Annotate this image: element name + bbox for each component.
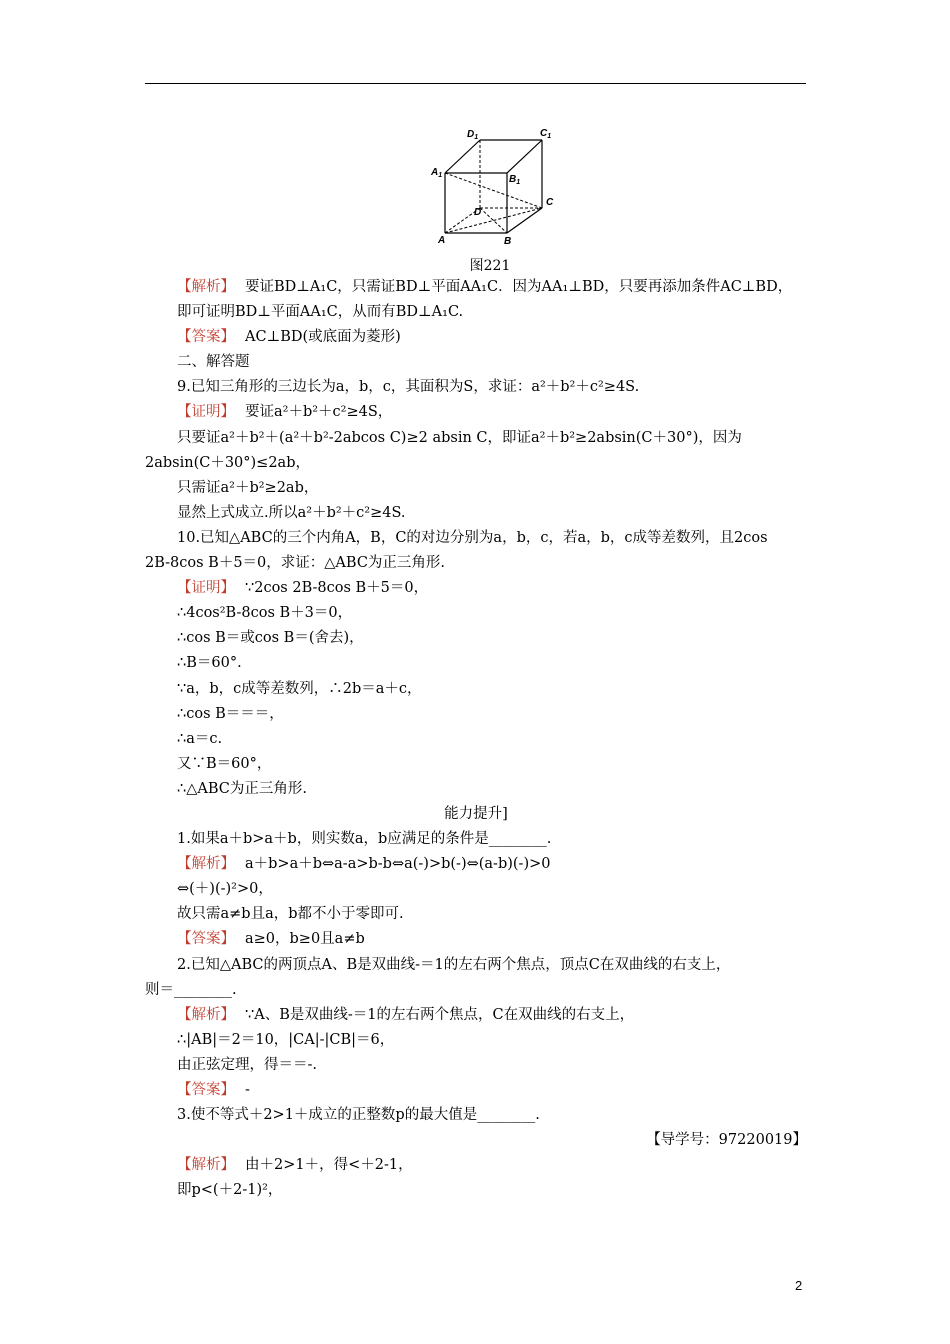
line-text: 能力提升] <box>444 805 508 822</box>
text-line <box>145 802 807 827</box>
line-text: 2.已知△ABC的两顶点A、B是双曲线-＝1的左右两个焦点，顶点C在双曲线的右支上， <box>177 956 731 973</box>
text-line <box>145 350 807 375</box>
line-text: 只要证a²＋b²＋(a²＋b²-2abcos C)≥2 absin C，即证a²＋b²≥2absin(C＋30°)，因为 <box>177 429 742 446</box>
label-a: A <box>438 235 446 246</box>
text-line <box>145 451 807 476</box>
text-line <box>145 702 807 727</box>
text-line <box>145 752 807 777</box>
label-c: C <box>546 197 554 208</box>
text-line <box>145 476 807 501</box>
section-tag: 【答案】 <box>177 329 235 346</box>
text-line <box>145 827 807 852</box>
text-line <box>145 727 807 752</box>
line-text: 又∵B＝60°， <box>177 755 272 772</box>
line-text: 显然上式成立.所以a²＋b²＋c²≥4S. <box>177 504 406 521</box>
label-c1: $C_1$ <box>540 128 552 140</box>
text-line <box>145 777 807 802</box>
line-text: 2B-8cos B＋5＝0，求证：△ABC为正三角形. <box>145 555 446 572</box>
label-a1: $A_1$ <box>431 167 443 179</box>
text-line <box>145 953 807 978</box>
section-tag: 【证明】 <box>177 580 235 597</box>
section-tag: 【答案】 <box>177 1082 235 1098</box>
line-text: 要证a²＋b²＋c²≥4S， <box>245 404 393 421</box>
line-text: ∴a＝c. <box>177 730 223 747</box>
line-text: 9.已知三角形的三边长为a，b，c，其面积为S，求证：a²＋b²＋c²≥4S. <box>177 379 640 396</box>
text-line <box>145 325 807 350</box>
figure-caption: 图221 <box>469 258 511 274</box>
section-tag: 【解析】 <box>177 1006 235 1023</box>
text-line <box>145 1103 807 1128</box>
line-text: ∵A、B是双曲线-＝1的左右两个焦点，C在双曲线的右支上， <box>245 1006 635 1023</box>
line-text: 故只需a≠b且a，b都不小于零即可. <box>177 906 404 923</box>
line-text: 【导学号：97220019】 <box>646 1132 807 1149</box>
document-body <box>145 275 807 1203</box>
line-text: 只需证a²＋b²≥2ab， <box>177 479 319 496</box>
text-line <box>145 677 807 702</box>
text-line <box>145 927 807 952</box>
line-text: a＋b>a＋b⇔a-a>b-b⇔a(-)>b(-)⇔(a-b)(-)>0 <box>245 856 551 873</box>
label-b: B <box>504 236 512 247</box>
line-text: ⇔(＋)(-)²>0， <box>177 881 273 898</box>
text-line <box>145 1128 807 1153</box>
text-line <box>145 1003 807 1028</box>
line-text: 由＋2>1＋，得<＋2-1， <box>245 1157 413 1174</box>
text-line <box>145 626 807 651</box>
section-tag: 【解析】 <box>177 279 235 295</box>
line-text: 3.使不等式＋2>1＋成立的正整数p的最大值是________. <box>177 1107 540 1124</box>
line-text: ∴△ABC为正三角形. <box>177 780 307 797</box>
page-number: 2 <box>795 1278 803 1293</box>
line-text: 即可证明BD⊥平面AA₁C，从而有BD⊥A₁C. <box>177 304 464 321</box>
cube-figure <box>420 120 570 250</box>
label-d1: $D_1$ <box>467 129 479 141</box>
line-text: 要证BD⊥A₁C，只需证BD⊥平面AA₁C．因为AA₁⊥BD，只要再添加条件AC⊥BD， <box>245 279 793 295</box>
text-line <box>145 877 807 902</box>
line-text: ∴cos B＝或cos B＝(舍去)， <box>177 630 364 647</box>
line-text: ∴|AB|＝2＝10，|CA|-|CB|＝6， <box>177 1031 395 1048</box>
text-line <box>145 902 807 927</box>
text-line <box>145 1078 807 1103</box>
line-text: 即p<(＋2-1)²， <box>177 1182 283 1199</box>
line-text: 10.已知△ABC的三个内角A，B，C的对边分别为a，b，c，若a，b，c成等差数列，且2cos <box>177 529 768 546</box>
text-line <box>145 426 807 451</box>
header-rule <box>145 83 806 84</box>
text-line <box>145 1028 807 1053</box>
text-line <box>145 551 807 576</box>
line-text: a≥0，b≥0且a≠b <box>245 931 365 948</box>
line-text: ∴B＝60°. <box>177 655 242 672</box>
text-line <box>145 601 807 626</box>
line-text: AC⊥BD(或底面为菱形) <box>245 329 401 346</box>
section-tag: 【解析】 <box>177 1157 235 1174</box>
text-line <box>145 300 807 325</box>
text-line <box>145 852 807 877</box>
line-text: ∴4cos²B-8cos B＋3＝0， <box>177 605 353 622</box>
text-line <box>145 1153 807 1178</box>
label-b1: $B_1$ <box>509 174 521 186</box>
label-d: D <box>474 207 482 218</box>
line-text: ∴cos B＝＝＝， <box>177 705 284 722</box>
line-text: 二、解答题 <box>177 354 250 371</box>
section-tag: 【证明】 <box>177 404 235 421</box>
line-text: ∵2cos 2B-8cos B＋5＝0， <box>245 580 429 597</box>
line-text: 2absin(C＋30°)≤2ab， <box>145 454 310 471</box>
text-line <box>145 978 807 1003</box>
text-line <box>145 1053 807 1078</box>
line-text: ∵a，b，c成等差数列，∴2b＝a＋c， <box>177 680 422 697</box>
line-text: 1.如果a＋b>a＋b，则实数a，b应满足的条件是________. <box>177 831 552 848</box>
text-line <box>145 526 807 551</box>
line-text: 则＝________. <box>145 981 237 998</box>
text-line <box>145 1178 807 1203</box>
text-line <box>145 375 807 400</box>
section-tag: 【解析】 <box>177 856 235 873</box>
text-line <box>145 501 807 526</box>
section-tag: 【答案】 <box>177 931 235 948</box>
line-text: - <box>245 1082 250 1098</box>
line-text: 由正弦定理，得＝＝-. <box>177 1056 318 1073</box>
text-line <box>145 651 807 676</box>
text-line <box>145 275 807 300</box>
text-line <box>145 400 807 425</box>
text-line <box>145 576 807 601</box>
